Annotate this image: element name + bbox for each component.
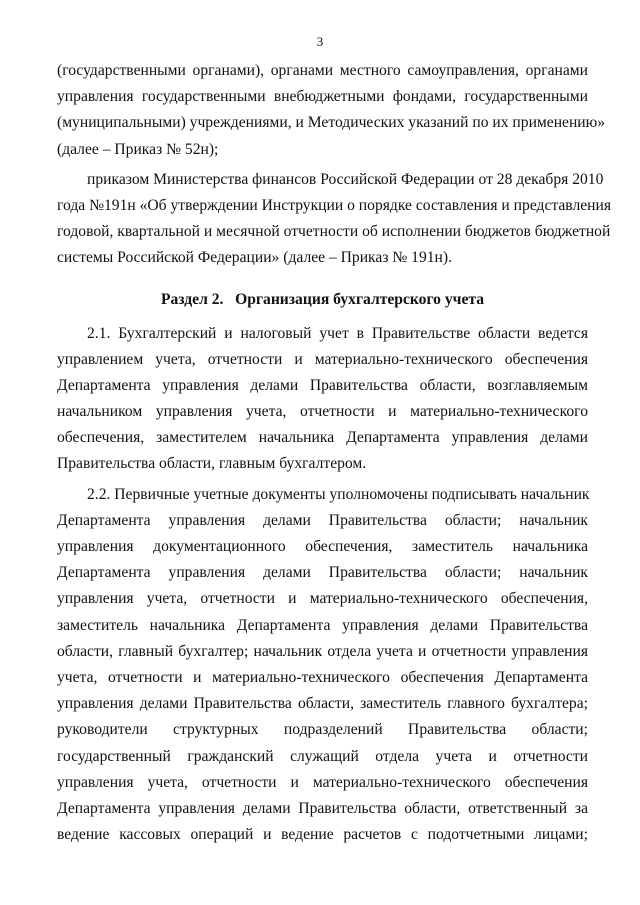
text-line: Правительства области, главным бухгалтером. (57, 455, 367, 473)
text-line: области, главный бухгалтер; начальник отдела учета и отчетности управления (57, 642, 588, 660)
paragraph-2-2 (57, 482, 588, 849)
text-line: управления документационного обеспечения, заместитель начальника (57, 538, 588, 555)
text-line: 2.1. Бухгалтерский и налоговый учет в Правительстве области ведется (87, 324, 588, 342)
text-line: учета, отчетности и материально-технического обеспечения Департамента (57, 668, 588, 686)
text-line: управлением учета, отчетности и материально-технического обеспечения (57, 350, 588, 368)
text-line: (муниципальными) учреждениями, и Методических указаний по их применению» (57, 114, 606, 132)
text-line: управления учета, отчетности и материально-технического обеспечения, (57, 590, 588, 608)
text-line: обеспечения, заместителем начальника Департамента управления делами (57, 429, 588, 447)
paragraph-2-1 (57, 321, 588, 478)
text-line: Департамента управления делами Правительства области; начальник (57, 511, 588, 529)
text-line: года №191н «Об утверждении Инструкции о порядке составления и представления (57, 196, 612, 214)
text-line: государственный гражданский служащий отдела учета и отчетности (57, 747, 588, 765)
text-line: Департамента управления делами Правительства области; начальник (57, 564, 588, 582)
text-line: управления государственными внебюджетными фондами, государственными (57, 88, 588, 106)
text-line: управления учета, отчетности и материально-технического обеспечения (57, 773, 588, 791)
page-number: 3 (316, 34, 324, 49)
text-line: годовой, квартальной и месячной отчетности об исполнении бюджетов бюджетной (57, 223, 611, 241)
text-line: заместитель начальника Департамента управления делами Правительства (57, 616, 588, 634)
text-line: руководители структурных подразделений Правительства области; (57, 721, 588, 739)
paragraph-2 (57, 167, 612, 272)
paragraph-1 (57, 58, 606, 163)
text-line: (далее – Приказ № 52н); (57, 140, 219, 158)
text-line: ведение кассовых операций и ведение расчетов с подотчетными лицами; (57, 826, 588, 844)
text-line: Департамента управления делами Правительства области, ответственный за (57, 799, 588, 817)
section-heading: Раздел 2. Организация бухгалтерского учета (160, 290, 485, 308)
text-line: системы Российской Федерации» (далее – Приказ № 191н). (57, 249, 452, 267)
text-line: начальником управления учета, отчетности и материально-технического (57, 403, 588, 421)
text-line: приказом Министерства финансов Российской Федерации от 28 декабря 2010 (87, 170, 604, 188)
text-line: (государственными органами), органами местного самоуправления, органами (57, 62, 588, 79)
document-body (57, 58, 612, 848)
text-line: управления делами Правительства области, заместитель главного бухгалтера; (57, 695, 588, 713)
text-line: Департамента управления делами Правительства области, возглавляемым (57, 376, 588, 394)
text-line: 2.2. Первичные учетные документы уполномочены подписывать начальник (87, 485, 590, 503)
